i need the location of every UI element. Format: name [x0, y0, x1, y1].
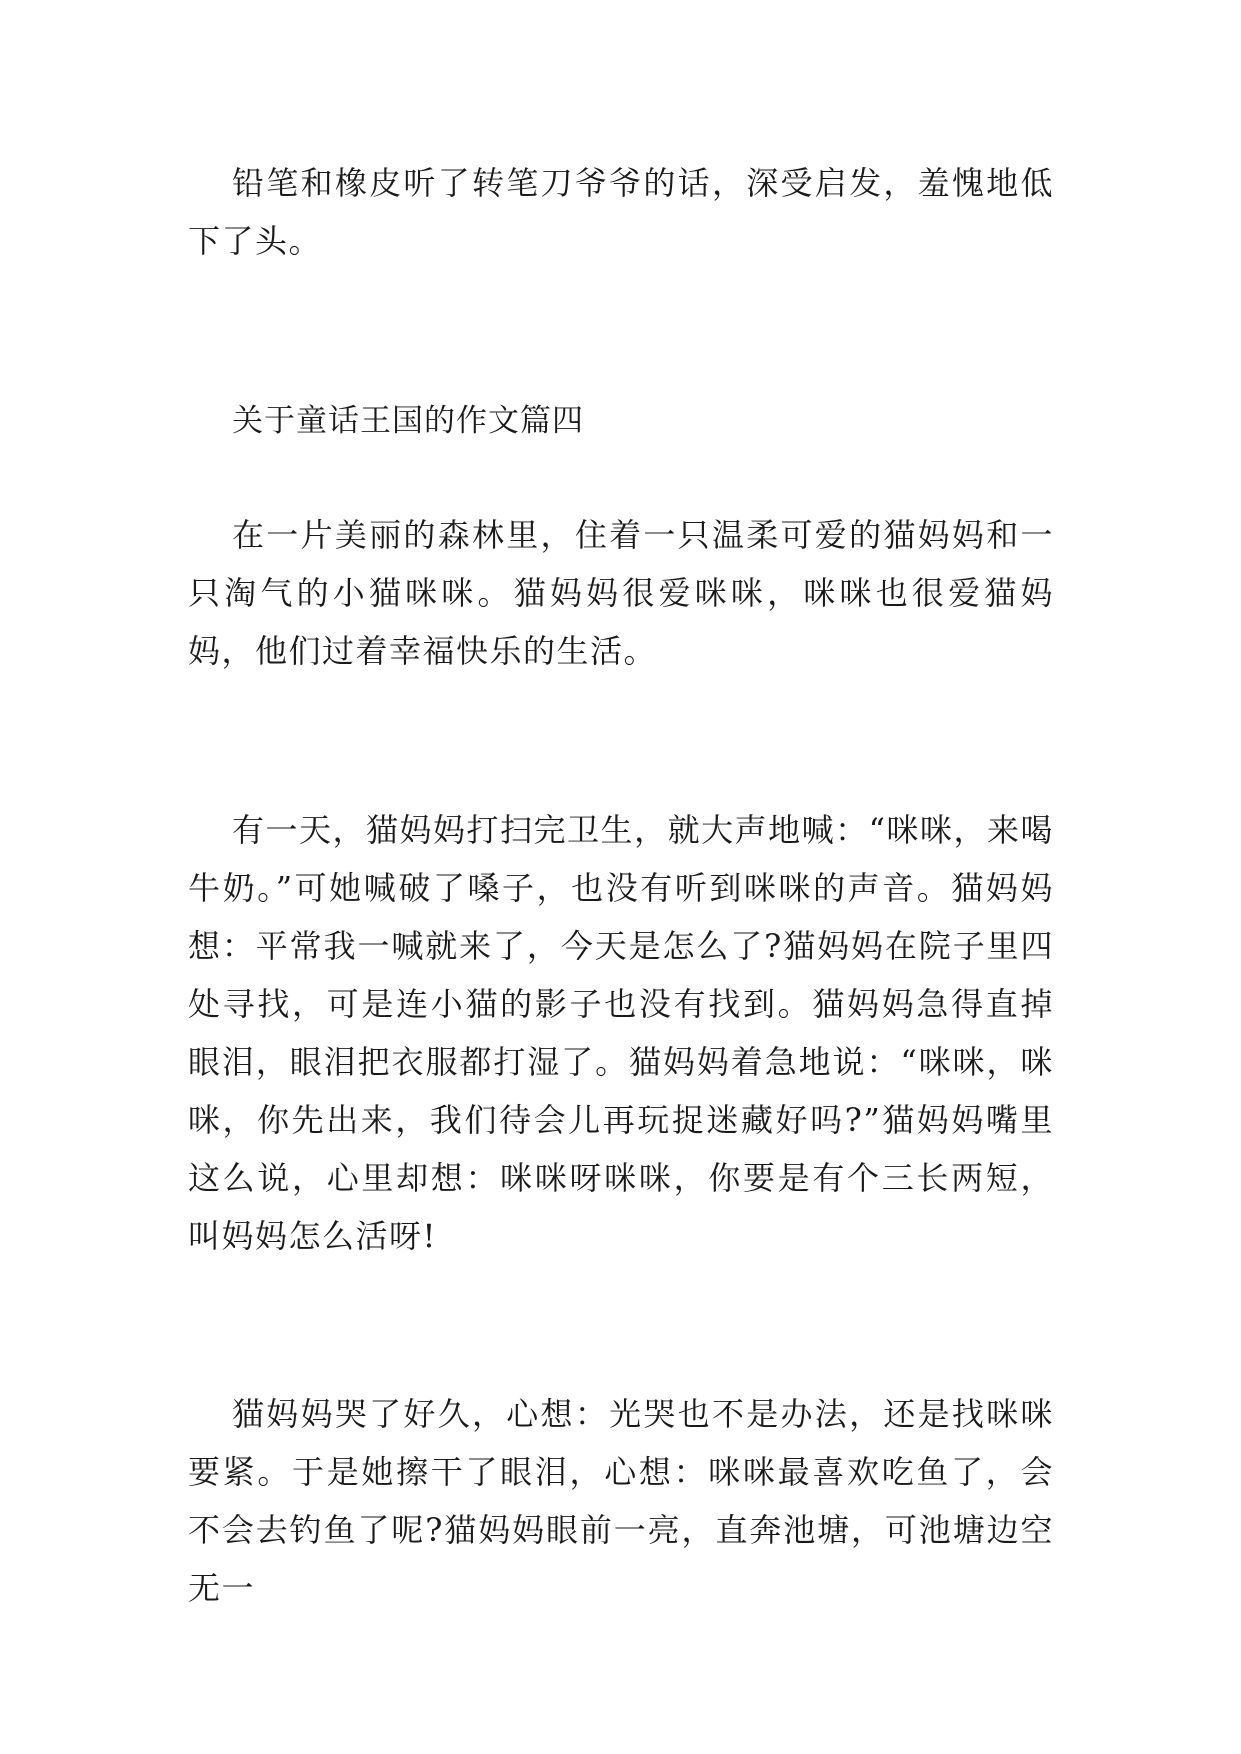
paragraph-pencil-eraser: 铅笔和橡皮听了转笔刀爷爷的话，深受启发，羞愧地低下了头。: [188, 164, 1054, 260]
paragraph-search-for-mimi: 有一天，猫妈妈打扫完卫生，就大声地喊：“咪咪，来喝牛奶。”可她喊破了嗓子，也没有听到咪咪的声音。猫妈妈想：平常我一喊就来了，今天是怎么了?猫妈妈在院子里四处寻找，可是连小猫的影子也没有找到。猫妈妈急得直掉眼泪，眼泪把衣服都打湿了。猫妈妈着急地说：“咪咪，咪咪，你先出来，我们待会儿再玩捉迷藏好吗?”猫妈妈嘴里这么说，心里却想：咪咪呀咪咪，你要是有个三长两短，叫妈妈怎么活呀!: [188, 811, 1054, 1255]
section-heading: 关于童话王国的作文篇四: [232, 403, 584, 439]
paragraph-forest-intro: 在一片美丽的森林里，住着一只温柔可爱的猫妈妈和一只淘气的小猫咪咪。猫妈妈很爱咪咪，咪咪也很爱猫妈妈，他们过着幸福快乐的生活。: [188, 516, 1054, 670]
paragraph-go-to-pond: 猫妈妈哭了好久，心想：光哭也不是办法，还是找咪咪要紧。于是她擦干了眼泪，心想：咪咪最喜欢吃鱼了，会不会去钓鱼了呢?猫妈妈眼前一亮，直奔池塘，可池塘边空无一: [188, 1395, 1054, 1607]
